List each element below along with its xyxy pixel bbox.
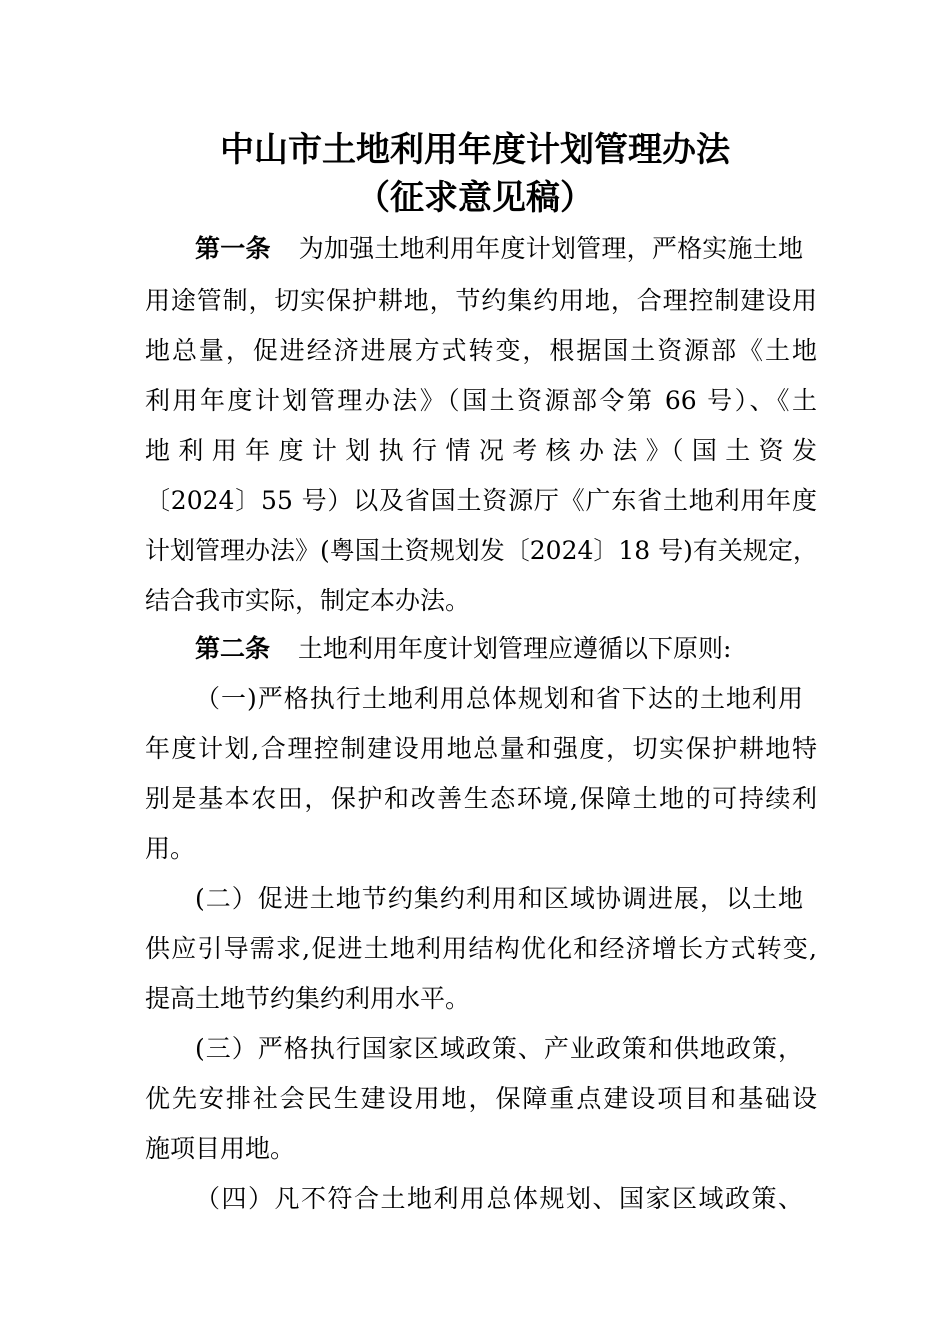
article1-line-8: 结合我市实际，制定本办法。 <box>145 586 471 615</box>
article2-item1-line-2: 年度计划,合理控制建设用地总量和强度，切实保护耕地特 <box>145 734 817 763</box>
article2-item3-line-1: (三）严格执行国家区域政策、产业政策和供地政策， <box>195 1034 803 1063</box>
article1-line-4: 利用年度计划管理办法》（国土资源部令第 66 号）、《土 <box>145 386 817 415</box>
article1-line-6: 〔2024〕55 号）以及省国土资源厅《广东省土地利用年度 <box>145 486 817 515</box>
article1-line-3: 地总量，促进经济进展方式转变，根据国土资源部《土地 <box>145 336 817 365</box>
article2-label: 第二条 <box>195 634 271 663</box>
article2-item2-line-3: 提高土地节约集约利用水平。 <box>145 984 471 1013</box>
document-subtitle: （征求意见稿） <box>356 178 594 218</box>
document-title: 中山市土地利用年度计划管理办法 <box>220 130 730 170</box>
article2-item4-line-1: （四）凡不符合土地利用总体规划、国家区域政策、 <box>195 1184 803 1213</box>
article1-line-5: 地 利 用 年 度 计 划 执 行 情 况 考 核 办 法 》（ 国 土 资 发 <box>145 436 817 465</box>
article2-item3-line-2: 优先安排社会民生建设用地，保障重点建设项目和基础设 <box>145 1084 817 1113</box>
article1-line-1: 第一条 为加强土地利用年度计划管理，严格实施土地 <box>195 234 803 263</box>
article2-item1-line-1: （一)严格执行土地利用总体规划和省下达的土地利用 <box>195 684 803 713</box>
article2-item1-line-3: 别是基本农田，保护和改善生态环境,保障土地的可持续利 <box>145 784 817 813</box>
article2-item2-line-2: 供应引导需求,促进土地利用结构优化和经济增长方式转变, <box>145 934 817 963</box>
article2-intro-line: 第二条 土地利用年度计划管理应遵循以下原则: <box>195 634 732 663</box>
article1-line-2: 用途管制，切实保护耕地，节约集约用地，合理控制建设用 <box>145 286 817 315</box>
article1-line-7: 计划管理办法》(粤国土资规划发〔2024〕18 号)有关规定， <box>145 536 818 565</box>
article2-item3-line-3: 施项目用地。 <box>145 1134 296 1163</box>
article2-item2-line-1: (二）促进土地节约集约利用和区域协调进展，以土地 <box>195 884 803 913</box>
article1-label: 第一条 <box>195 234 271 263</box>
article2-item1-line-4: 用。 <box>145 834 196 863</box>
